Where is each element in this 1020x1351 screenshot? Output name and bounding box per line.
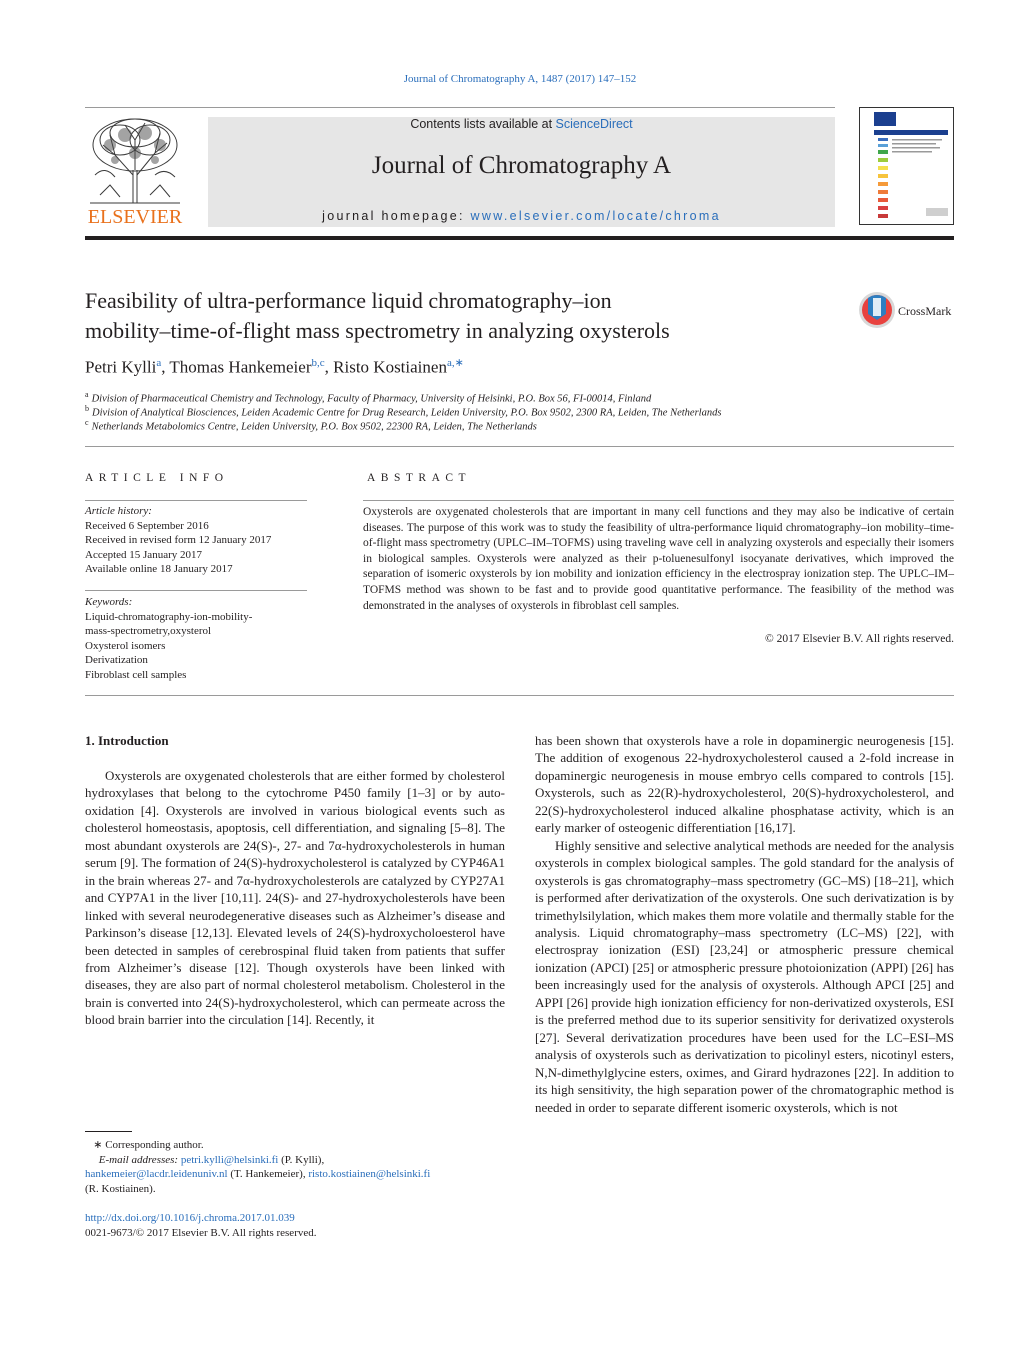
footnote-star: ∗ — [93, 1139, 103, 1151]
history-item: Accepted 15 January 2017 — [85, 548, 202, 561]
keyword-item: Oxysterol isomers — [85, 639, 166, 652]
crossmark-label: CrossMark — [898, 304, 952, 318]
journal-citation[interactable]: Journal of Chromatography A, 1487 (2017) 147–152 — [403, 73, 637, 85]
doi-block — [85, 1211, 317, 1240]
homepage-line — [208, 209, 835, 223]
author-affil-mark[interactable]: b,c — [311, 357, 325, 369]
title-line-1: Feasibility of ultra-performance liquid chromatography–ion — [85, 288, 612, 313]
doi-link[interactable]: http://dx.doi.org/10.1016/j.chroma.2017.01.039 — [85, 1212, 295, 1224]
footnote-label: Corresponding author. — [105, 1139, 204, 1151]
article-history — [85, 504, 307, 577]
divider — [85, 695, 954, 696]
affiliation-mark: a — [85, 390, 89, 399]
email-owner: (T. Hankemeier), — [230, 1168, 306, 1180]
homepage-link[interactable]: www.elsevier.com/locate/chroma — [470, 209, 721, 223]
email-link[interactable]: risto.kostiainen@helsinki.fi — [308, 1168, 431, 1180]
author-list: Petri Kylli$^a$, Thomas Hankemeier$^{b,c}$, Risto Kostiainen$^{a,∗}$ — [85, 357, 464, 377]
article-title — [85, 286, 845, 346]
author-affil-mark[interactable]: a,∗ — [446, 357, 464, 369]
section-heading-introduction: 1. Introduction — [85, 733, 169, 748]
title-line-2: mobility–time-of-flight mass spectrometry in analyzing oxysterols — [85, 318, 670, 343]
email-owner: (P. Kylli), — [281, 1153, 325, 1166]
header-divider — [85, 107, 835, 108]
history-label: Article history: — [85, 505, 152, 517]
email-link[interactable]: hankemeier@lacdr.leidenuniv.nl — [85, 1168, 228, 1180]
affiliation-text: Division of Pharmaceutical Chemistry and Technology, Faculty of Pharmacy, University of Helsinki, P.O. Box 56, FI-00014, Finland — [91, 393, 652, 405]
article-info-heading: ARTICLE INFO — [85, 472, 229, 484]
journal-cover-thumbnail[interactable] — [859, 107, 954, 225]
keyword-item: Fibroblast cell samples — [85, 668, 187, 681]
email-link[interactable]: petri.kylli@helsinki.fi — [180, 1153, 279, 1166]
email-label: E-mail addresses: — [98, 1153, 179, 1166]
divider — [85, 500, 307, 501]
author-name[interactable]: Petri Kylli — [85, 357, 157, 377]
crossmark-badge[interactable] — [858, 290, 958, 330]
paragraph: Highly sensitive and selective analytical methods are needed for the analysis oxysterols in complex biological samples. The gold standard for the analysis of oxysterols is gas chromatography–mass spectrometry (GC–MS) [18–21], which is performed after derivatization of the oxysterols. One such derivatization is by trimethylsilylation, which makes them more volatile and thermally stable for the analysis. Liquid chromatography–mass spectrometry (LC–MS) [22], with electrospray ionization (ESI) [23,24] or atmospheric pressure chemical ionization (APCI) [25] or atmospheric pressure photoionization (APPI) [26] has been increasingly used for the analysis of oxysterols. Although APCI [25] and APPI [26] provide high ionization efficiency for non-derivatized oxysterols, ESI is the preferred method due to its superior sensitivity for derivatized oxysterols [27]. Several derivatization procedures have been used for the LC–ESI–MS analysis of oxysterols such as derivatization to picolinyl esters, nicotinyl esters, N,N-dimethylglycine esters, oximes, and Girard hydrazones [22]. In addition to its high sensitivity, the high separation power of the chromatographic method is needed in order to separate different isomeric oxysterols, which is not — [535, 837, 954, 1115]
paragraph: Oxysterols are oxygenated cholesterols that are either formed by cholesterol hydroxylases that belong to the cytochrome P450 family [1–3] or by auto-oxidation [4]. Oxysterols are involved in various biological events such as cholesterol homeostasis, apoptosis, cell differentiation, and signaling [5–8]. The most abundant oxysterols are 24(S)-, 27- and 7α-hydroxycholesterols in human serum [9]. The formation of 24(S)-hydroxycholesterol is catalyzed by CYP46A1 in the brain whereas 27- and 7α-hydroxycholesterols are catalyzed by CYP27A1 and CYP7A1 in the liver [10,11]. 24(S)- and 27-hydroxycholesterols have been linked with several neurodegenerative diseases such as Alzheimer’s disease and Parkinson’s disease [12,13]. Elevated levels of 24(S)-hydroxycholoesterol have been detected in samples of cerebrospinal fluid taken from patients that suffer from Alzheimer’s disease [12]. Though oxysterols have been linked with diseases, they are also part of normal cholesterol metabolism. Cholesterol in the brain is converted into 24(S)-hydroxycholesterol, which can permeate across the blood brain barrier into the circulation [14]. Recently, it — [85, 768, 505, 1028]
abstract-copyright: © 2017 Elsevier B.V. All rights reserved. — [765, 633, 954, 645]
contents-prefix: Contents lists available at — [410, 117, 556, 131]
footnote-rule — [85, 1131, 132, 1132]
affiliation-mark: c — [85, 418, 89, 427]
history-item: Available online 18 January 2017 — [85, 563, 233, 575]
divider — [85, 590, 307, 591]
abstract-text: Oxysterols are oxygenated cholesterols that are important in many cell functions and they may also be indicative of certain diseases. The purpose of this work was to study the feasibility of ultra-performance liquid chromatography–ion mobility–time-of-flight mass spectrometry (UPLC–IM–TOFMS) using traveling wave cell in analyzing oxysterols and especially their isomers in biological samples. Oxysterols were analyzed as their p-toluenesulfonyl isocyanate derivatives, which improved the separation of isomeric oxysterols by ion mobility and ionization efficiency in the electrospray ionization step. The UPLC–IM–TOFMS method was shown to be fast and to provide good quantitative performance. The feasibility of the method was demonstrated in the analyses of oxysterols in fibroblast cell samples. — [363, 506, 954, 612]
cover-image — [860, 108, 954, 225]
keyword-item: Liquid-chromatography-ion-mobility- — [85, 610, 253, 623]
affiliation — [85, 418, 537, 433]
body-column-right — [535, 732, 954, 1116]
author-name[interactable]: Thomas Hankemeier — [169, 357, 312, 377]
issn-line: 0021-9673/© 2017 Elsevier B.V. All rights reserved. — [85, 1226, 317, 1239]
affiliation-mark: b — [85, 404, 89, 413]
email-owner: (R. Kostiainen). — [85, 1182, 156, 1195]
paragraph: has been shown that oxysterols have a role in dopaminergic neurogenesis [15]. The addition of exogenous 22-hydroxycholesterol caused a 2-fold increase in dopaminergic neurogenesis in mouse embryo cells compared to controls [15]. Oxysterols, such as 22(R)-hydroxycholesterol, 20(S)-hydroxycholesterol, and 22(S)-hydroxycholesterol induced alkaline phosphatase activity, which is an early marker of osteogenic differentiation [16,17]. — [535, 733, 954, 836]
body-column-left — [85, 767, 505, 1029]
divider — [363, 500, 954, 501]
elsevier-wordmark: ELSEVIER — [87, 206, 183, 228]
keywords — [85, 595, 307, 682]
crossmark-icon — [858, 290, 958, 330]
journal-name: Journal of Chromatography A — [371, 152, 672, 179]
sciencedirect-link[interactable]: ScienceDirect — [555, 117, 633, 131]
keyword-item: Derivatization — [85, 654, 148, 666]
keyword-item: mass-spectrometry,oxysterol — [85, 625, 212, 637]
affiliation — [85, 404, 721, 419]
abstract-heading: ABSTRACT — [367, 472, 472, 484]
history-item: Received in revised form 12 January 2017 — [85, 534, 272, 546]
homepage-prefix: journal homepage: — [322, 209, 471, 223]
author-affil-mark[interactable]: a — [156, 357, 162, 369]
header-thick-rule — [85, 236, 954, 240]
affiliation — [85, 390, 651, 405]
history-item: Received 6 September 2016 — [85, 519, 209, 532]
corresponding-author-footnote — [85, 1138, 505, 1196]
divider — [85, 446, 954, 447]
affiliation-text: Division of Analytical Biosciences, Leiden Academic Centre for Drug Research, Leiden University, P.O. Box 9502, 2300 RA, Leiden, The Netherlands — [92, 407, 722, 419]
author-name[interactable]: Risto Kostiainen — [333, 357, 447, 377]
contents-line — [208, 117, 835, 131]
keywords-label: Keywords: — [85, 596, 133, 608]
affiliation-text: Netherlands Metabolomics Centre, Leiden University, P.O. Box 9502, 22300 RA, Leiden, The Netherlands — [91, 421, 537, 433]
